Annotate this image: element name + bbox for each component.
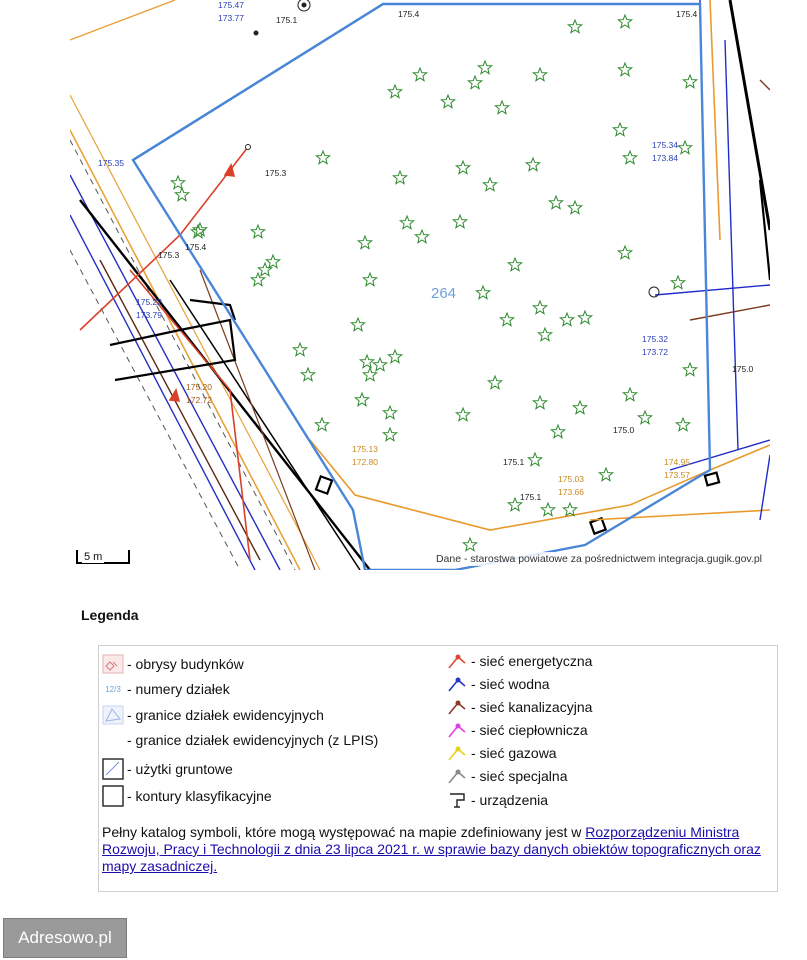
tree-icon	[316, 151, 329, 164]
tree-icon	[456, 408, 469, 421]
elevation-label: 175.1	[520, 492, 542, 502]
blue-height-label: 173.72	[642, 347, 668, 357]
tree-icon	[483, 178, 496, 191]
tree-icon	[400, 216, 413, 229]
tree-icon	[383, 406, 396, 419]
orange-height-label: 175.13	[352, 444, 378, 454]
legend-item-water: - sieć wodna	[445, 673, 550, 695]
legend-item-devices: - urządzenia	[445, 789, 548, 811]
elevation-label: 175.3	[265, 168, 287, 178]
symbol-catalog-note: Pełny katalog symboli, które mogą występować na mapie zdefiniowany jest w Rozporządzeniu Ministra Rozwoju, Pracy i Technologii z dnia 23 lipca 2021 r. w sprawie bazy danych obiektów topograficznych oraz mapy zasadniczej.	[102, 824, 761, 874]
tree-icon	[393, 171, 406, 184]
tree-icon	[363, 368, 376, 381]
legend-title: Legenda	[81, 607, 139, 623]
elevation-label: 175.3	[158, 250, 180, 260]
tree-icon	[360, 355, 373, 368]
gas-network-icon	[445, 742, 469, 764]
tree-icon	[441, 95, 454, 108]
tree-icon	[533, 301, 546, 314]
elevation-label: 175.4	[676, 9, 698, 19]
tree-icon	[383, 428, 396, 441]
tree-icon	[638, 411, 651, 424]
parcel-number-icon: 12/3	[105, 684, 121, 694]
regulation-link[interactable]: Rozporządzeniu Ministra Rozwoju, Pracy i Technologii z dnia 23 lipca 2021 r. w sprawie bazy danych obiektów topograficznych oraz mapy zasadniczej.	[102, 824, 761, 874]
tree-icon	[488, 376, 501, 389]
tree-icon	[578, 311, 591, 324]
map-attribution: Dane - starostwa powiatowe za pośrednictwem integracja.gugik.gov.pl	[435, 553, 762, 565]
tree-icon	[618, 63, 631, 76]
tree-icon	[623, 151, 636, 164]
elevation-label: 175.0	[613, 425, 635, 435]
legend-item-lpis-boundaries: - granice działek ewidencyjnych (z LPIS)	[127, 732, 379, 748]
tree-icon	[613, 123, 626, 136]
map[interactable]	[70, 0, 770, 570]
tree-icon	[533, 396, 546, 409]
parcel-boundary-icon	[101, 704, 125, 726]
tree-icon	[623, 388, 636, 401]
tree-icon	[468, 76, 481, 89]
legend-item-sewer: - sieć kanalizacyjna	[445, 696, 592, 718]
tree-icon	[251, 225, 264, 238]
building-outlines	[110, 0, 770, 534]
legend-item-buildings: - obrysy budynków	[101, 653, 244, 675]
blue-height-label: 173.77	[218, 13, 244, 23]
brand-logo[interactable]: Adresowo.pl	[3, 918, 127, 958]
tree-icon	[563, 503, 576, 516]
orange-height-label: 174.95	[664, 457, 690, 467]
tree-icon	[388, 85, 401, 98]
water-network-icon	[445, 673, 469, 695]
tree-symbols	[171, 15, 696, 551]
scale-bar	[76, 550, 130, 564]
scale-label: 5 m	[84, 551, 103, 563]
blue-height-label: 175.35	[98, 158, 124, 168]
elevation-label: 175.1	[276, 15, 298, 25]
tree-icon	[528, 453, 541, 466]
tree-icon	[478, 61, 491, 74]
tree-icon	[175, 188, 188, 201]
tree-icon	[171, 176, 184, 189]
tree-icon	[676, 418, 689, 431]
tree-icon	[526, 158, 539, 171]
tree-icon	[549, 196, 562, 209]
elevation-label: 175.4	[185, 242, 207, 252]
tree-icon	[355, 393, 368, 406]
legend-box	[98, 645, 778, 892]
tree-icon	[541, 503, 554, 516]
tree-icon	[293, 343, 306, 356]
tree-icon	[363, 273, 376, 286]
tree-icon	[500, 313, 513, 326]
tree-icon	[495, 101, 508, 114]
legend-item-parcel-numbers: 12/3 - numery działek	[101, 678, 230, 700]
road-lines	[70, 0, 370, 570]
legend-item-land-use: - użytki gruntowe	[101, 758, 233, 780]
tree-icon	[678, 141, 691, 154]
heating-network-icon	[445, 719, 469, 741]
legend-item-heating: - sieć ciepłownicza	[445, 719, 588, 741]
orange-height-label: 175.03	[558, 474, 584, 484]
tree-icon	[456, 161, 469, 174]
tree-icon	[266, 255, 279, 268]
tree-icon	[476, 286, 489, 299]
legend-item-classification-contours: - kontury klasyfikacyjne	[101, 785, 272, 807]
legend-item-gas: - sieć gazowa	[445, 742, 557, 764]
tree-icon	[599, 468, 612, 481]
orange-height-label: 173.66	[558, 487, 584, 497]
tree-icon	[413, 68, 426, 81]
legend-item-parcel-boundaries: - granice działek ewidencyjnych	[101, 704, 324, 726]
land-use-icon	[101, 758, 125, 780]
tree-icon	[618, 246, 631, 259]
blue-height-label: 175.32	[642, 334, 668, 344]
device-icon	[445, 789, 469, 811]
tree-icon	[415, 230, 428, 243]
devices	[246, 0, 660, 297]
blue-height-label: 173.84	[652, 153, 678, 163]
tree-icon	[573, 401, 586, 414]
sewer-network-icon	[445, 696, 469, 718]
tree-icon	[388, 350, 401, 363]
legend-item-special: - sieć specjalna	[445, 765, 568, 787]
tree-icon	[683, 75, 696, 88]
tree-icon	[551, 425, 564, 438]
tree-icon	[683, 363, 696, 376]
building-outline-icon	[101, 653, 125, 675]
tree-icon	[301, 368, 314, 381]
tree-icon	[373, 358, 386, 371]
blue-height-label: 173.79	[136, 310, 162, 320]
tree-icon	[508, 258, 521, 271]
legend-item-energy: - sieć energetyczna	[445, 650, 592, 672]
special-network-icon	[445, 765, 469, 787]
elevation-label: 175.4	[398, 9, 420, 19]
classification-contour-icon	[101, 785, 125, 807]
elevation-label: 175.0	[732, 364, 754, 374]
orange-height-label: 172.80	[352, 457, 378, 467]
tree-icon	[453, 215, 466, 228]
orange-height-label: 173.57	[664, 470, 690, 480]
tree-icon	[315, 418, 328, 431]
tree-icon	[358, 236, 371, 249]
tree-icon	[463, 538, 476, 551]
tree-icon	[533, 68, 546, 81]
tree-icon	[351, 318, 364, 331]
tree-icon	[618, 15, 631, 28]
orange-height-label: 172.72	[186, 395, 212, 405]
blue-height-label: 175.34	[652, 140, 678, 150]
parcel-number[interactable]: 264	[431, 285, 457, 302]
tree-icon	[538, 328, 551, 341]
orange-height-label: 175.20	[186, 382, 212, 392]
map-canvas	[70, 0, 770, 570]
tree-icon	[560, 313, 573, 326]
elevation-label: 175.1	[503, 457, 525, 467]
blue-height-label: 175.22	[136, 297, 162, 307]
tree-icon	[568, 201, 581, 214]
tree-icon	[671, 276, 684, 289]
energy-network-icon	[445, 650, 469, 672]
blue-height-label: 175.47	[218, 0, 244, 10]
tree-icon	[568, 20, 581, 33]
